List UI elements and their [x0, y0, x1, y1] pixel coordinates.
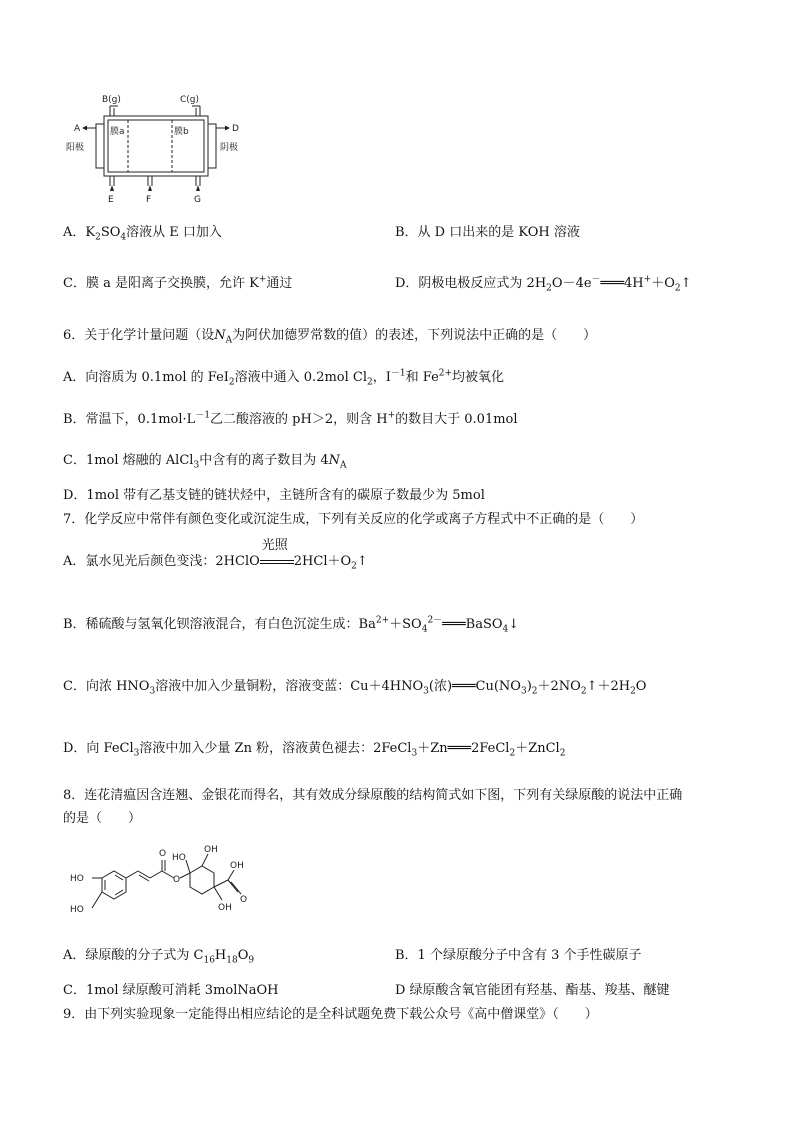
q8-stem-line2: 的是（ ）	[63, 811, 142, 826]
label-anode: 阳极	[66, 143, 85, 153]
q7-option-a[interactable]: A．氯水见光后颜色变浅：2HClO 光照 $2HCl+O_2↑$	[63, 538, 368, 572]
condition-light: 光照	[261, 538, 288, 553]
structure-oh-top-ring: OH	[204, 845, 218, 855]
q5-option-b[interactable]: B．从 D 口出来的是 KOH 溶液	[395, 225, 580, 240]
structure-oh-bottom: OH	[218, 903, 232, 913]
q7-option-d[interactable]: D．向 FeCl$_3$溶液中加入少量 Zn 粉，溶液黄色褪去：2FeCl$_3$＋Zn═══2FeCl$_2$＋ZnCl$_2$	[63, 741, 566, 759]
structure-oh-carboxyl: OH	[230, 861, 244, 871]
structure-ho-benzene-2: HO	[70, 905, 84, 915]
label-b-gas: B(g)	[102, 95, 121, 105]
q5-option-d[interactable]: D．阴极电极反应式为 $2H_2O-4e^-═══4H^++O_2↑$	[395, 274, 692, 294]
structure-ho-benzene-1: HO	[70, 874, 84, 884]
label-c-gas: C(g)	[180, 95, 200, 105]
q8-stem-line1: 8．连花清瘟因含连翘、金银花而得名，其有效成分绿原酸的结构简式如下图，下列有关绿原酸的说法中正确	[63, 788, 683, 803]
q8-option-a[interactable]: A．绿原酸的分子式为 $C_{16}H_{18}O_9$	[63, 948, 255, 966]
q8-option-b[interactable]: B．1 个绿原酸分子中含有 3 个手性碳原子	[395, 948, 642, 963]
q8-option-c[interactable]: C．1mol 绿原酸可消耗 3molNaOH	[63, 983, 279, 998]
q6-option-a[interactable]: A．向溶质为 0.1mol 的 FeI$_2$溶液中通入 0.2mol $Cl_2$，$I^{-1}$和 $Fe^{2+}$均被氧化	[63, 368, 505, 388]
label-d-outlet: D	[232, 124, 239, 134]
q7-stem: 7．化学反应中常伴有颜色变化或沉淀生成，下列有关反应的化学或离子方程式中不正确的是（ ）	[63, 512, 644, 527]
label-f-inlet: F	[146, 195, 152, 205]
electrolysis-cell-diagram	[60, 90, 250, 205]
structure-carboxyl-o: O	[240, 895, 248, 905]
structure-ester-o: O	[173, 875, 181, 885]
label-membrane-b: 膜b	[174, 127, 189, 137]
structure-ho-top-ring: HO	[172, 853, 186, 863]
q7-option-b[interactable]: B．稀硫酸与氢氧化钡溶液混合，有白色沉淀生成：$Ba^{2+}+SO_4^{2-}═══BaSO_4↓$	[63, 615, 520, 635]
label-a-outlet: A	[74, 124, 81, 134]
q8-option-d[interactable]: D 绿原酸含氧官能团有羟基、酯基、羧基、醚键	[395, 983, 670, 998]
label-g-inlet: G	[194, 195, 201, 205]
q6-option-d[interactable]: D．1mol 带有乙基支链的链状烃中，主链所含有的碳原子数最少为 5mol	[63, 488, 485, 503]
label-cathode: 阴极	[220, 143, 239, 153]
label-membrane-a: 膜a	[110, 127, 125, 137]
q5-option-c[interactable]: C．膜 a 是阳离子交换膜，允许 K+通过	[63, 274, 293, 291]
q5-option-a[interactable]: A．$K_2SO_4$溶液从 E 口加入	[63, 225, 222, 243]
label-e-inlet: E	[108, 195, 114, 205]
q6-option-b[interactable]: B．常温下，$0.1mol\cdot L^{-1}$乙二酸溶液的 pH＞2，则含 H+的数目大于 0.01mol	[63, 410, 518, 427]
structure-carbonyl-o: O	[159, 849, 167, 859]
q7-option-c[interactable]: C．向浓 $HNO_3$溶液中加入少量铜粉，溶液变蓝：$Cu+4HNO_3$(浓)$═══Cu(NO_3)_2+2NO_2↑+2H_2O$	[63, 679, 647, 697]
q9-stem: 9．由下列实验现象一定能得出相应结论的是全科试题免费下载公众号《高中僧课堂》（ ）	[63, 1007, 598, 1022]
q6-option-c[interactable]: C．1mol 熔融的 AlCl$_3$中含有的离子数目为 $4N_A$	[63, 453, 347, 471]
chlorogenic-acid-structure	[62, 838, 282, 938]
q6-stem: 6．关于化学计量问题（设$N_A$为阿伏加德罗常数的值）的表述，下列说法中正确的是（ ）	[63, 328, 597, 346]
